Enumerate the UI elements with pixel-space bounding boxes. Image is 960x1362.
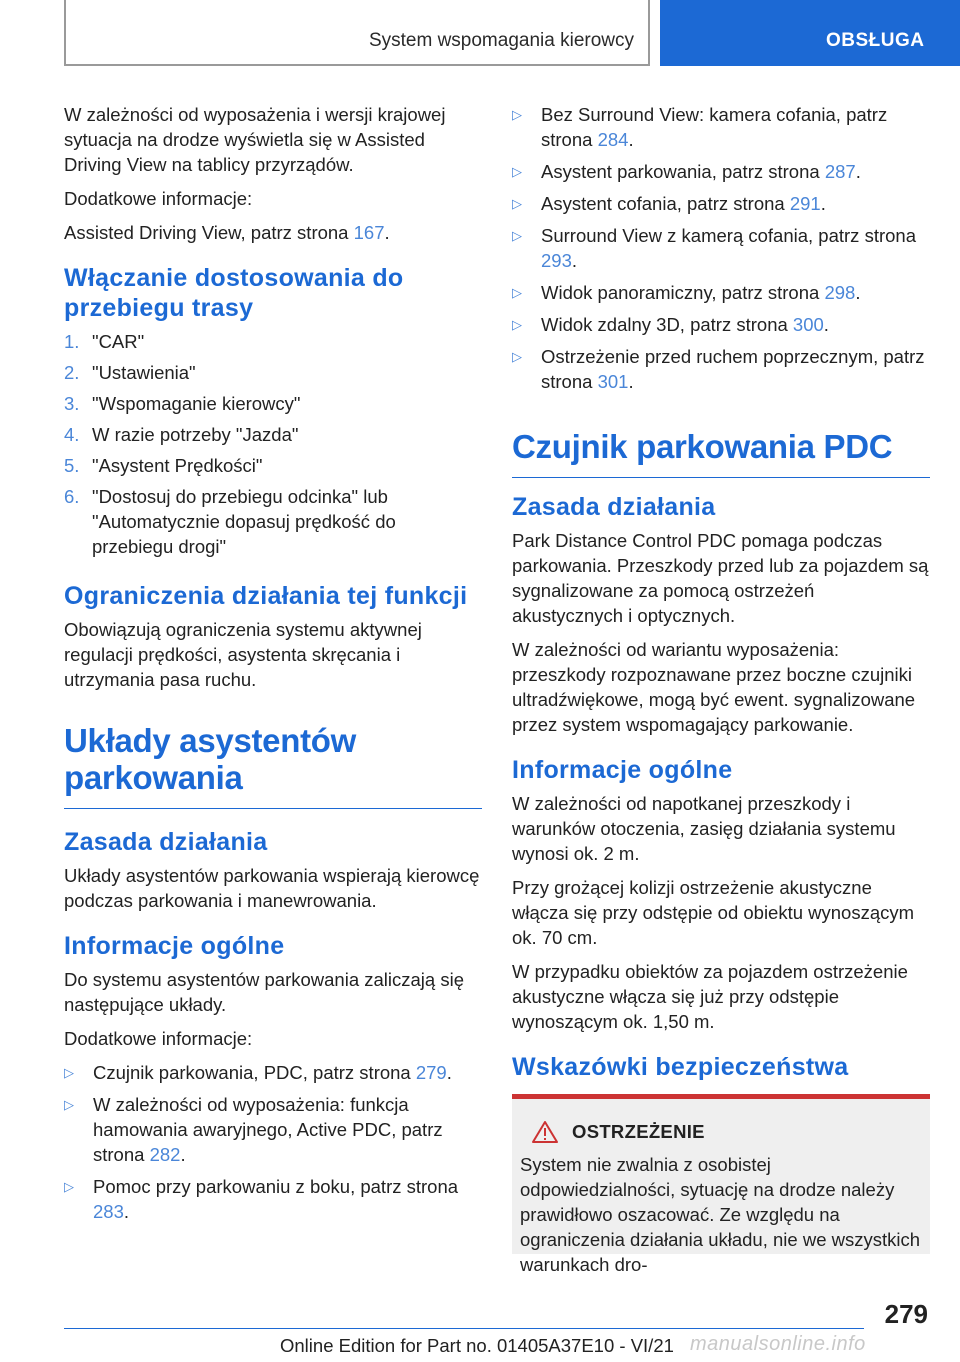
warning-box bbox=[512, 1094, 930, 1275]
informacje-paragraph-1: Do systemu asystentów parkowania zaliczają się następujące układy. bbox=[64, 969, 464, 1015]
bullet-end: . bbox=[628, 371, 634, 392]
intro-paragraph-1: W zależności od wyposażenia i wersji krajowej sytuacja na drodze wyświetla się w Assisted Driving View na tablicy przyrządów. bbox=[64, 104, 446, 175]
step-text: "Ustawienia" bbox=[92, 362, 196, 383]
heading-informacje-ogolne-pdc: Informacje ogólne bbox=[512, 756, 733, 784]
bullet-text: Pomoc przy parkowaniu z boku, patrz strona bbox=[93, 1176, 459, 1197]
bullet-end: . bbox=[628, 129, 634, 150]
page-link[interactable]: 279 bbox=[415, 1062, 447, 1083]
step-text: "Asystent Prędkości" bbox=[92, 455, 263, 476]
step-number: 6. bbox=[64, 486, 80, 507]
pdc-informacje-paragraph-3: W przypadku obiektów za pojazdem ostrzeżenie akustyczne włącza się już przy odstępie wynoszącym ok. 1,50 m. bbox=[512, 961, 908, 1032]
step-item bbox=[64, 360, 482, 385]
bullet-item bbox=[512, 344, 930, 394]
step-text: W razie potrzeby "Jazda" bbox=[92, 424, 299, 445]
bullet-text: Asystent parkowania, patrz strona bbox=[541, 161, 825, 182]
bullet-text: Asystent cofania, patrz strona bbox=[541, 193, 790, 214]
chapter-heading-uklady: Układy asystentów parkowania bbox=[64, 722, 482, 809]
triangle-bullet-icon: ▷ bbox=[512, 228, 522, 243]
chapter-tab-label: OBSŁUGA bbox=[826, 30, 925, 51]
page-link[interactable]: 301 bbox=[597, 371, 629, 392]
watermark: manualsonline.info bbox=[690, 1333, 866, 1355]
bullet-end: . bbox=[855, 282, 861, 303]
step-number: 3. bbox=[64, 393, 80, 414]
page-link[interactable]: 283 bbox=[93, 1201, 124, 1222]
heading-ograniczenia: Ograniczenia działania tej funkcji bbox=[64, 582, 468, 610]
left-bullet-list bbox=[64, 1060, 482, 1224]
left-column bbox=[64, 102, 482, 1231]
step-text: "Wspomaganie kierowcy" bbox=[92, 393, 301, 414]
informacje-paragraph-2: Dodatkowe informacje: bbox=[64, 1028, 253, 1049]
zasada-paragraph: Układy asystentów parkowania wspierają kierowcę podczas parkowania i manewrowania. bbox=[64, 865, 480, 911]
page-link[interactable]: 287 bbox=[824, 161, 856, 182]
bullet-item bbox=[512, 280, 930, 305]
bullet-end: . bbox=[180, 1144, 186, 1165]
heading-wskazowki: Wskazówki bezpieczeństwa bbox=[512, 1053, 849, 1081]
chapter-heading-pdc: Czujnik parkowania PDC bbox=[512, 428, 930, 478]
bullet-end: . bbox=[446, 1062, 452, 1083]
bullet-text: Surround View z kamerą cofania, patrz strona bbox=[541, 225, 916, 246]
triangle-bullet-icon: ▷ bbox=[512, 285, 522, 300]
page-link[interactable]: 291 bbox=[789, 193, 821, 214]
pdc-informacje-paragraph-2: Przy grożącej kolizji ostrzeżenie akustyczne włącza się przy odstępie od obiektu wynoszącym ok. 70 cm. bbox=[512, 877, 915, 948]
pdc-zasada-paragraph-1: Park Distance Control PDC pomaga podczas parkowania. Przeszkody przed lub za pojazdem są sygnalizowane za pomocą ostrzeżeń akustycznych i optycznych. bbox=[512, 530, 929, 626]
step-item bbox=[64, 484, 482, 559]
step-item bbox=[64, 391, 482, 416]
warning-header bbox=[520, 1119, 922, 1144]
bullet-item bbox=[64, 1092, 482, 1167]
page-link[interactable]: 293 bbox=[541, 250, 572, 271]
bullet-text: W zależności od wyposażenia: funkcja hamowania awaryjnego, Active PDC, patrz strona bbox=[93, 1094, 443, 1165]
right-column bbox=[512, 102, 930, 1275]
pdc-zasada-paragraph-2: W zależności od wariantu wyposażenia: przeszkody rozpoznawane przez boczne czujniki ultradźwiękowe, mogą być ewent. sygnalizowane przez system wspomagający parkowanie. bbox=[512, 639, 916, 735]
step-item bbox=[64, 329, 482, 354]
bullet-item bbox=[512, 159, 930, 184]
triangle-bullet-icon: ▷ bbox=[512, 349, 522, 364]
bullet-item bbox=[512, 223, 930, 273]
triangle-bullet-icon: ▷ bbox=[64, 1065, 74, 1080]
intro-paragraph-3: Assisted Driving View, patrz strona 167. bbox=[64, 222, 390, 243]
page-link-167[interactable]: 167 bbox=[353, 222, 385, 243]
warning-title: OSTRZEŻENIE bbox=[572, 1121, 705, 1142]
step-number: 1. bbox=[64, 331, 80, 352]
heading-zasada-dzialania-pdc: Zasada działania bbox=[512, 493, 716, 521]
warning-text: System nie zwalnia z osobistej odpowiedzialności, sytuację na drodze należy prawidłowo oszacować. Ze względu na ograniczenia działania układu, nie we wszystkich warunkach dro- bbox=[520, 1154, 921, 1275]
bullet-item bbox=[512, 191, 930, 216]
bullet-item bbox=[64, 1060, 482, 1085]
bullet-end: . bbox=[571, 250, 578, 271]
page-link[interactable]: 298 bbox=[824, 282, 856, 303]
step-number: 4. bbox=[64, 424, 80, 445]
bullet-end: . bbox=[820, 193, 826, 214]
bullet-item bbox=[512, 312, 930, 337]
triangle-bullet-icon: ▷ bbox=[512, 196, 522, 211]
step-item bbox=[64, 453, 482, 478]
step-number: 2. bbox=[64, 362, 80, 383]
bullet-item bbox=[64, 1174, 482, 1224]
triangle-bullet-icon: ▷ bbox=[512, 317, 522, 332]
intro-paragraph-2: Dodatkowe informacje: bbox=[64, 188, 253, 209]
bullet-item bbox=[512, 102, 930, 152]
bullet-text: Widok zdalny 3D, patrz strona bbox=[541, 314, 793, 335]
triangle-bullet-icon: ▷ bbox=[64, 1097, 74, 1112]
heading-informacje-ogolne: Informacje ogólne bbox=[64, 932, 285, 960]
bullet-end: . bbox=[855, 161, 861, 182]
step-text: "Dostosuj do przebiegu odcinka" lub "Automatycznie dopasuj prędkość do przebiegu drogi" bbox=[92, 486, 396, 557]
section-title: System wspomagania kierowcy bbox=[368, 30, 634, 51]
heading-dostosowanie: Włączanie dostosowania do przebiegu trasy bbox=[64, 264, 404, 322]
bullet-text: Bez Surround View: kamera cofania, patrz strona bbox=[541, 104, 888, 150]
page-link[interactable]: 282 bbox=[149, 1144, 181, 1165]
warning-triangle-icon bbox=[532, 1121, 558, 1143]
bullet-end: . bbox=[123, 1201, 130, 1222]
triangle-bullet-icon: ▷ bbox=[64, 1179, 74, 1194]
step-item bbox=[64, 422, 482, 447]
header-section-box bbox=[64, 0, 650, 66]
ograniczenia-paragraph: Obowiązują ograniczenia systemu aktywnej regulacji prędkości, asystenta skręcania i utrzymania pasa ruchu. bbox=[64, 619, 422, 690]
triangle-bullet-icon: ▷ bbox=[512, 164, 522, 179]
footer-divider bbox=[64, 1328, 864, 1329]
pdc-informacje-paragraph-1: W zależności od napotkanej przeszkody i warunków otoczenia, zasięg działania systemu wynosi ok. 2 m. bbox=[512, 793, 896, 864]
bullet-end: . bbox=[823, 314, 829, 335]
heading-zasada-dzialania: Zasada działania bbox=[64, 828, 268, 856]
chapter-tab[interactable] bbox=[660, 0, 960, 66]
triangle-bullet-icon: ▷ bbox=[512, 107, 522, 122]
page-link[interactable]: 300 bbox=[792, 314, 824, 335]
steps-list bbox=[64, 329, 482, 559]
edition-footer: Online Edition for Part no. 01405A37E10 - VI/21 bbox=[280, 1335, 674, 1356]
bullet-text: Czujnik parkowania, PDC, patrz strona bbox=[93, 1062, 416, 1083]
right-bullet-list bbox=[512, 102, 930, 394]
page-number: 279 bbox=[884, 1299, 928, 1329]
step-text: "CAR" bbox=[92, 331, 145, 352]
step-number: 5. bbox=[64, 455, 80, 476]
page-link[interactable]: 284 bbox=[597, 129, 629, 150]
bullet-text: Ostrzeżenie przed ruchem poprzecznym, patrz strona bbox=[541, 346, 925, 392]
bullet-text: Widok panoramiczny, patrz strona bbox=[541, 282, 825, 303]
